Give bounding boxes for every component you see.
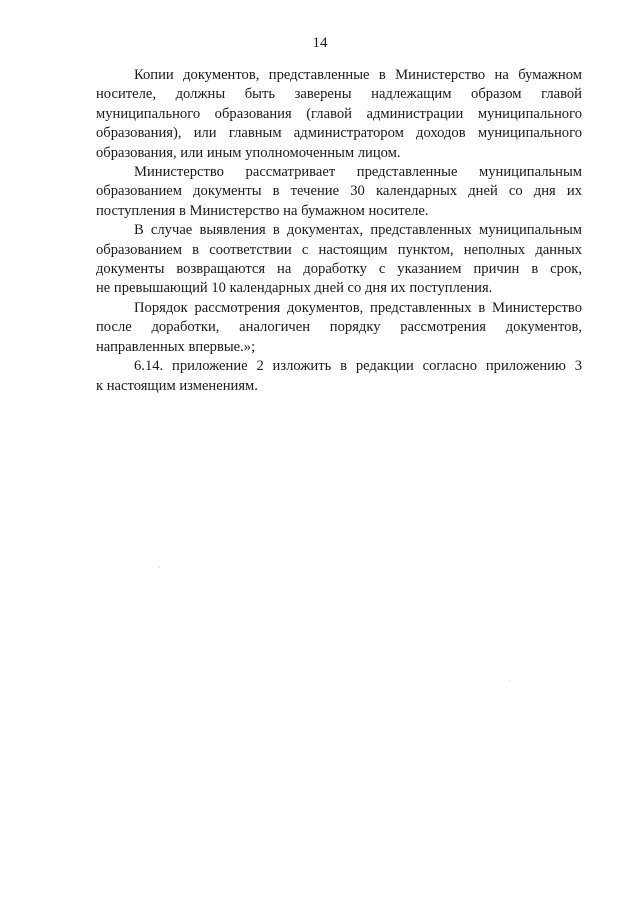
text-line: не превышающий 10 календарных дней со дня их поступления.: [96, 280, 493, 297]
text-line: к настоящим изменениям.: [96, 377, 258, 394]
text-line: В случае выявления в документах, представленных муниципальным: [134, 222, 582, 239]
text-line: муниципального образования (главой администрации муниципального: [96, 105, 582, 122]
text-line: носителе, должны быть заверены надлежащим образом главой: [96, 86, 582, 103]
paragraph-item-6-14: [96, 357, 582, 396]
page-number: 14: [312, 35, 328, 51]
text-line: направленных впервые.»;: [96, 338, 256, 355]
text-line: Порядок рассмотрения документов, представленных в Министерство: [134, 299, 582, 316]
paragraph-review-period: [96, 163, 582, 221]
text-line: образованием документы в течение 30 календарных дней со дня их: [96, 183, 582, 200]
text-line: образования), или главным администратором доходов муниципального: [96, 125, 582, 142]
paragraph-copies-certification: [96, 66, 582, 163]
text-line: образованием в соответствии с настоящим пунктом, неполных данных: [96, 241, 582, 258]
text-line: Министерство рассматривает представленные муниципальным: [134, 164, 582, 181]
text-line: образования, или иным уполномоченным лицом.: [96, 144, 401, 161]
document-body: [96, 66, 582, 396]
text-line: Копии документов, представленные в Министерство на бумажном: [134, 67, 582, 83]
scan-speck: [159, 567, 160, 568]
scan-speck: [509, 680, 510, 681]
paragraph-resubmission-procedure: [96, 299, 582, 357]
text-line: документы возвращаются на доработку с указанием причин в срок,: [96, 261, 582, 278]
text-line: 6.14. приложение 2 изложить в редакции согласно приложению 3: [134, 358, 582, 375]
paragraph-incomplete-data: [96, 221, 582, 299]
text-line: поступления в Министерство на бумажном носителе.: [96, 202, 429, 219]
text-line: после доработки, аналогичен порядку рассмотрения документов,: [96, 319, 582, 336]
